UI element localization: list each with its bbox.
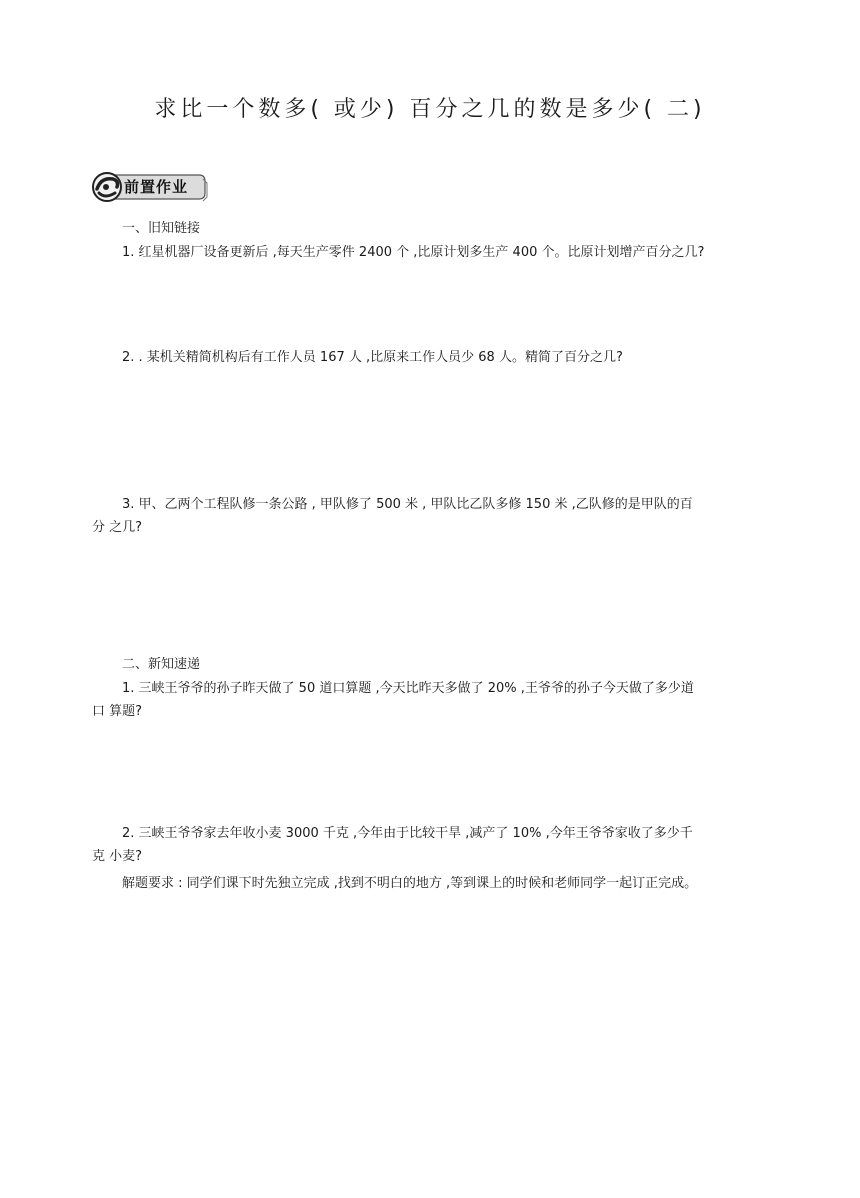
solving-requirement [92, 872, 760, 895]
question-item [92, 677, 760, 723]
question-line: 1. 三峡王爷爷的孙子昨天做了 50 道口算题 ,今天比昨天多做了 20% ,王爷爷的孙子今天做了多少道 [122, 681, 694, 696]
requirement-text: 解题要求 : 同学们课下时先独立完成 ,找到不明白的地方 ,等到课上的时候和老师同学一起订正完成。 [122, 876, 698, 891]
badge-label: 前置作业 [124, 178, 189, 196]
question-item [92, 346, 760, 369]
question-item [92, 822, 760, 868]
question-line-continued: 口 算题? [92, 704, 143, 719]
question-line: 2. . 某机关精简机构后有工作人员 167 人 ,比原来工作人员少 68 人。精简了百分之几? [122, 350, 623, 365]
question-item [92, 241, 760, 264]
section-heading-review: 一、旧知链接 [122, 221, 201, 236]
section-heading-new: 二、新知速递 [122, 657, 201, 672]
question-line: 2. 三峡王爷爷家去年收小麦 3000 千克 ,今年由于比较干旱 ,减产了 10% ,今年王爷爷家收了多少千 [122, 826, 693, 841]
question-line-continued: 分 之几? [92, 520, 143, 535]
question-line: 3. 甲、乙两个工程队修一条公路 , 甲队修了 500 米 , 甲队比乙队多修 150 米 ,乙队修的是甲队的百 [122, 497, 693, 512]
question-line: 1. 红星机器厂设备更新后 ,每天生产零件 2400 个 ,比原计划多生产 400 个。比原计划增产百分之几? [122, 245, 705, 260]
swirl-logo-icon [93, 173, 121, 201]
page-title: 求比一个数多( 或少) 百分之几的数是多少( 二) [154, 97, 706, 122]
question-line-continued: 克 小麦? [92, 849, 143, 864]
question-item [92, 493, 760, 539]
